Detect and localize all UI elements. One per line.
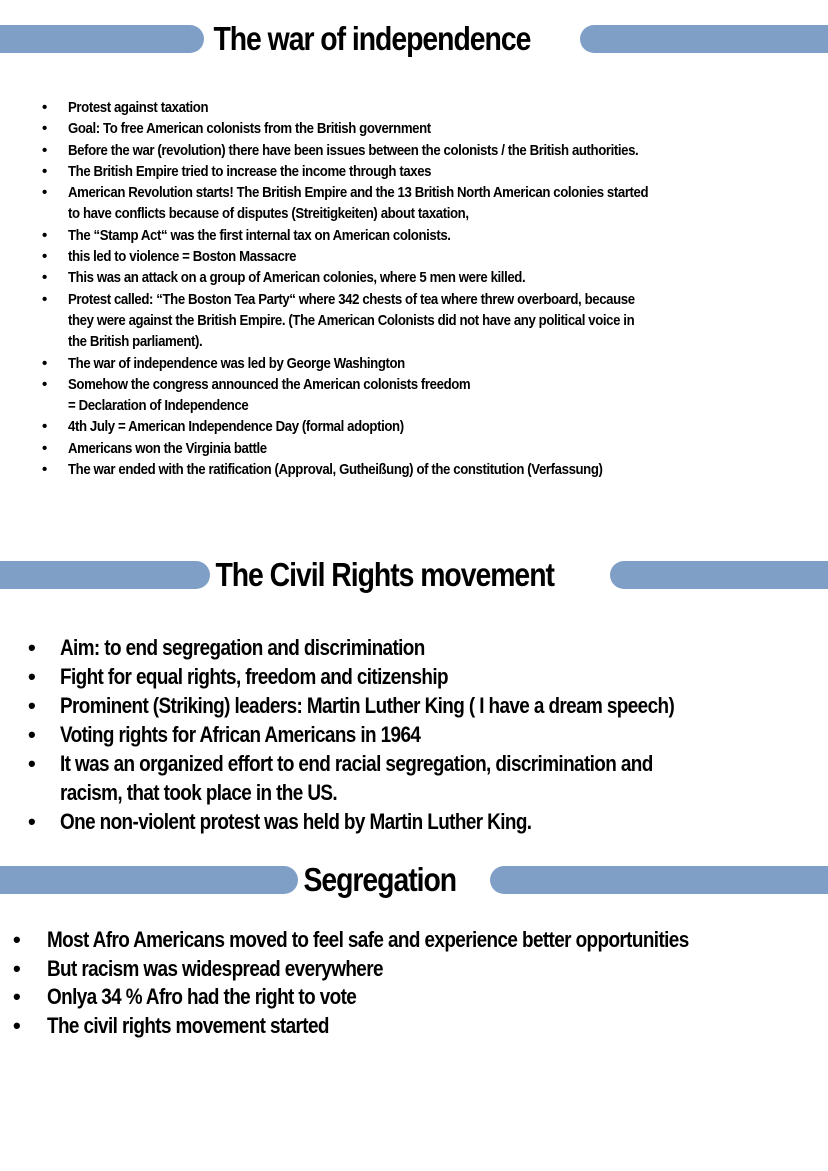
list-item-line: • Aim: to end segregation and discrimination <box>60 635 425 660</box>
section-banner-segregation <box>0 860 828 900</box>
list-item <box>68 289 727 353</box>
list-item <box>60 720 774 749</box>
list-item-text <box>68 140 638 161</box>
list-item-line: • The war of independence was led by George Washington <box>68 354 405 372</box>
list-item <box>68 416 727 437</box>
list-item <box>47 983 793 1012</box>
banner-bar-left <box>0 25 204 53</box>
war-of-independence-list <box>68 97 727 480</box>
list-item <box>60 691 774 720</box>
list-item-line: • Goal: To free American colonists from the British government <box>68 120 431 138</box>
list-item-text <box>68 246 296 267</box>
list-item <box>60 633 774 662</box>
list-item <box>60 749 774 807</box>
list-item-text <box>47 983 356 1012</box>
list-item-line: • American Revolution starts! The British Empire and the 13 British North American colonies started <box>68 184 649 202</box>
list-item <box>68 118 727 139</box>
list-item <box>68 182 727 225</box>
list-item-line: • This was an attack on a group of American colonies, where 5 men were killed. <box>68 269 526 287</box>
list-item <box>47 1012 793 1041</box>
list-item-text <box>47 1012 329 1041</box>
banner-bar-right <box>580 25 828 53</box>
list-item-text <box>60 749 653 807</box>
list-item-text <box>60 662 448 691</box>
list-item-text <box>68 161 431 182</box>
list-item-text <box>68 267 525 288</box>
list-item-text <box>60 807 531 836</box>
list-item <box>68 459 727 480</box>
list-item-line: • Protest called: “The Boston Tea Party“ where 342 chests of tea where threw overboard, because <box>68 290 635 308</box>
list-item-text <box>68 97 208 118</box>
section-title: The war of independence <box>210 19 534 59</box>
list-item-text <box>60 691 674 720</box>
list-item-line: racism, that took place in the US. <box>60 780 338 805</box>
list-item <box>68 374 727 417</box>
list-item-line: = Declaration of Independence <box>68 397 249 415</box>
banner-bar-left <box>0 866 298 894</box>
list-item-line: they were against the British Empire. (The American Colonists did not have any political voice in <box>68 311 635 329</box>
list-item-line: • One non-violent protest was held by Martin Luther King. <box>60 809 532 834</box>
list-item <box>47 955 793 984</box>
list-item <box>68 225 727 246</box>
list-item <box>60 662 774 691</box>
section-banner-war-of-independence <box>0 19 828 59</box>
list-item-text <box>68 459 603 480</box>
list-item-text <box>68 182 648 225</box>
list-item-line: • Onlya 34 % Afro had the right to vote <box>47 984 357 1009</box>
banner-bar-right <box>490 866 828 894</box>
list-item-text <box>68 416 404 437</box>
list-item <box>68 161 727 182</box>
list-item-text <box>68 118 431 139</box>
list-item-line: • Before the war (revolution) there have been issues between the colonists / the British authorities. <box>68 141 639 159</box>
section-banner-civil-rights <box>0 555 828 595</box>
section-title: Segregation <box>300 860 460 900</box>
list-item-line: • But racism was widespread everywhere <box>47 955 383 981</box>
list-item <box>47 926 793 955</box>
list-item-line: • Most Afro Americans moved to feel safe and experience better opportunities <box>47 927 689 952</box>
list-item-line: • Somehow the congress announced the American colonists freedom <box>68 375 471 393</box>
list-item-line: the British parliament). <box>68 333 203 351</box>
list-item <box>68 140 727 161</box>
list-item <box>68 438 727 459</box>
list-item-line: • Protest against taxation <box>68 99 209 116</box>
banner-bar-left <box>0 561 210 589</box>
list-item-text <box>47 926 689 955</box>
list-item <box>68 267 727 288</box>
list-item-line: • Fight for equal rights, freedom and citizenship <box>60 664 448 689</box>
list-item <box>60 807 774 836</box>
list-item-line: • this led to violence = Boston Massacre <box>68 248 297 266</box>
segregation-list <box>47 926 793 1040</box>
list-item-text <box>68 353 405 374</box>
banner-bar-right <box>610 561 828 589</box>
list-item-line: • Voting rights for African Americans in 1964 <box>60 722 421 747</box>
list-item-line: • The war ended with the ratification (Approval, Gutheißung) of the constitution (Verfassung) <box>68 461 603 479</box>
list-item-line: to have conflicts because of disputes (Streitigkeiten) about taxation, <box>68 205 469 223</box>
list-item-line: • Prominent (Striking) leaders: Martin Luther King ( I have a dream speech) <box>60 693 675 718</box>
list-item <box>68 97 727 118</box>
list-item <box>68 353 727 374</box>
list-item-line: • The civil rights movement started <box>47 1012 329 1038</box>
list-item-text <box>60 633 425 662</box>
list-item-line: • The “Stamp Act“ was the first internal tax on American colonists. <box>68 226 451 244</box>
list-item <box>68 246 727 267</box>
list-item-text <box>68 438 267 459</box>
list-item-text <box>60 720 420 749</box>
list-item-text <box>68 289 635 353</box>
list-item-line: • The British Empire tried to increase the income through taxes <box>68 162 432 180</box>
list-item-text <box>68 225 451 246</box>
civil-rights-list <box>60 633 774 836</box>
list-item-text <box>47 955 383 984</box>
list-item-text <box>68 374 470 417</box>
list-item-line: • It was an organized effort to end racial segregation, discrimination and <box>60 751 653 776</box>
list-item-line: • Americans won the Virginia battle <box>68 439 267 457</box>
section-title: The Civil Rights movement <box>212 555 557 595</box>
list-item-line: • 4th July = American Independence Day (formal adoption) <box>68 418 404 436</box>
